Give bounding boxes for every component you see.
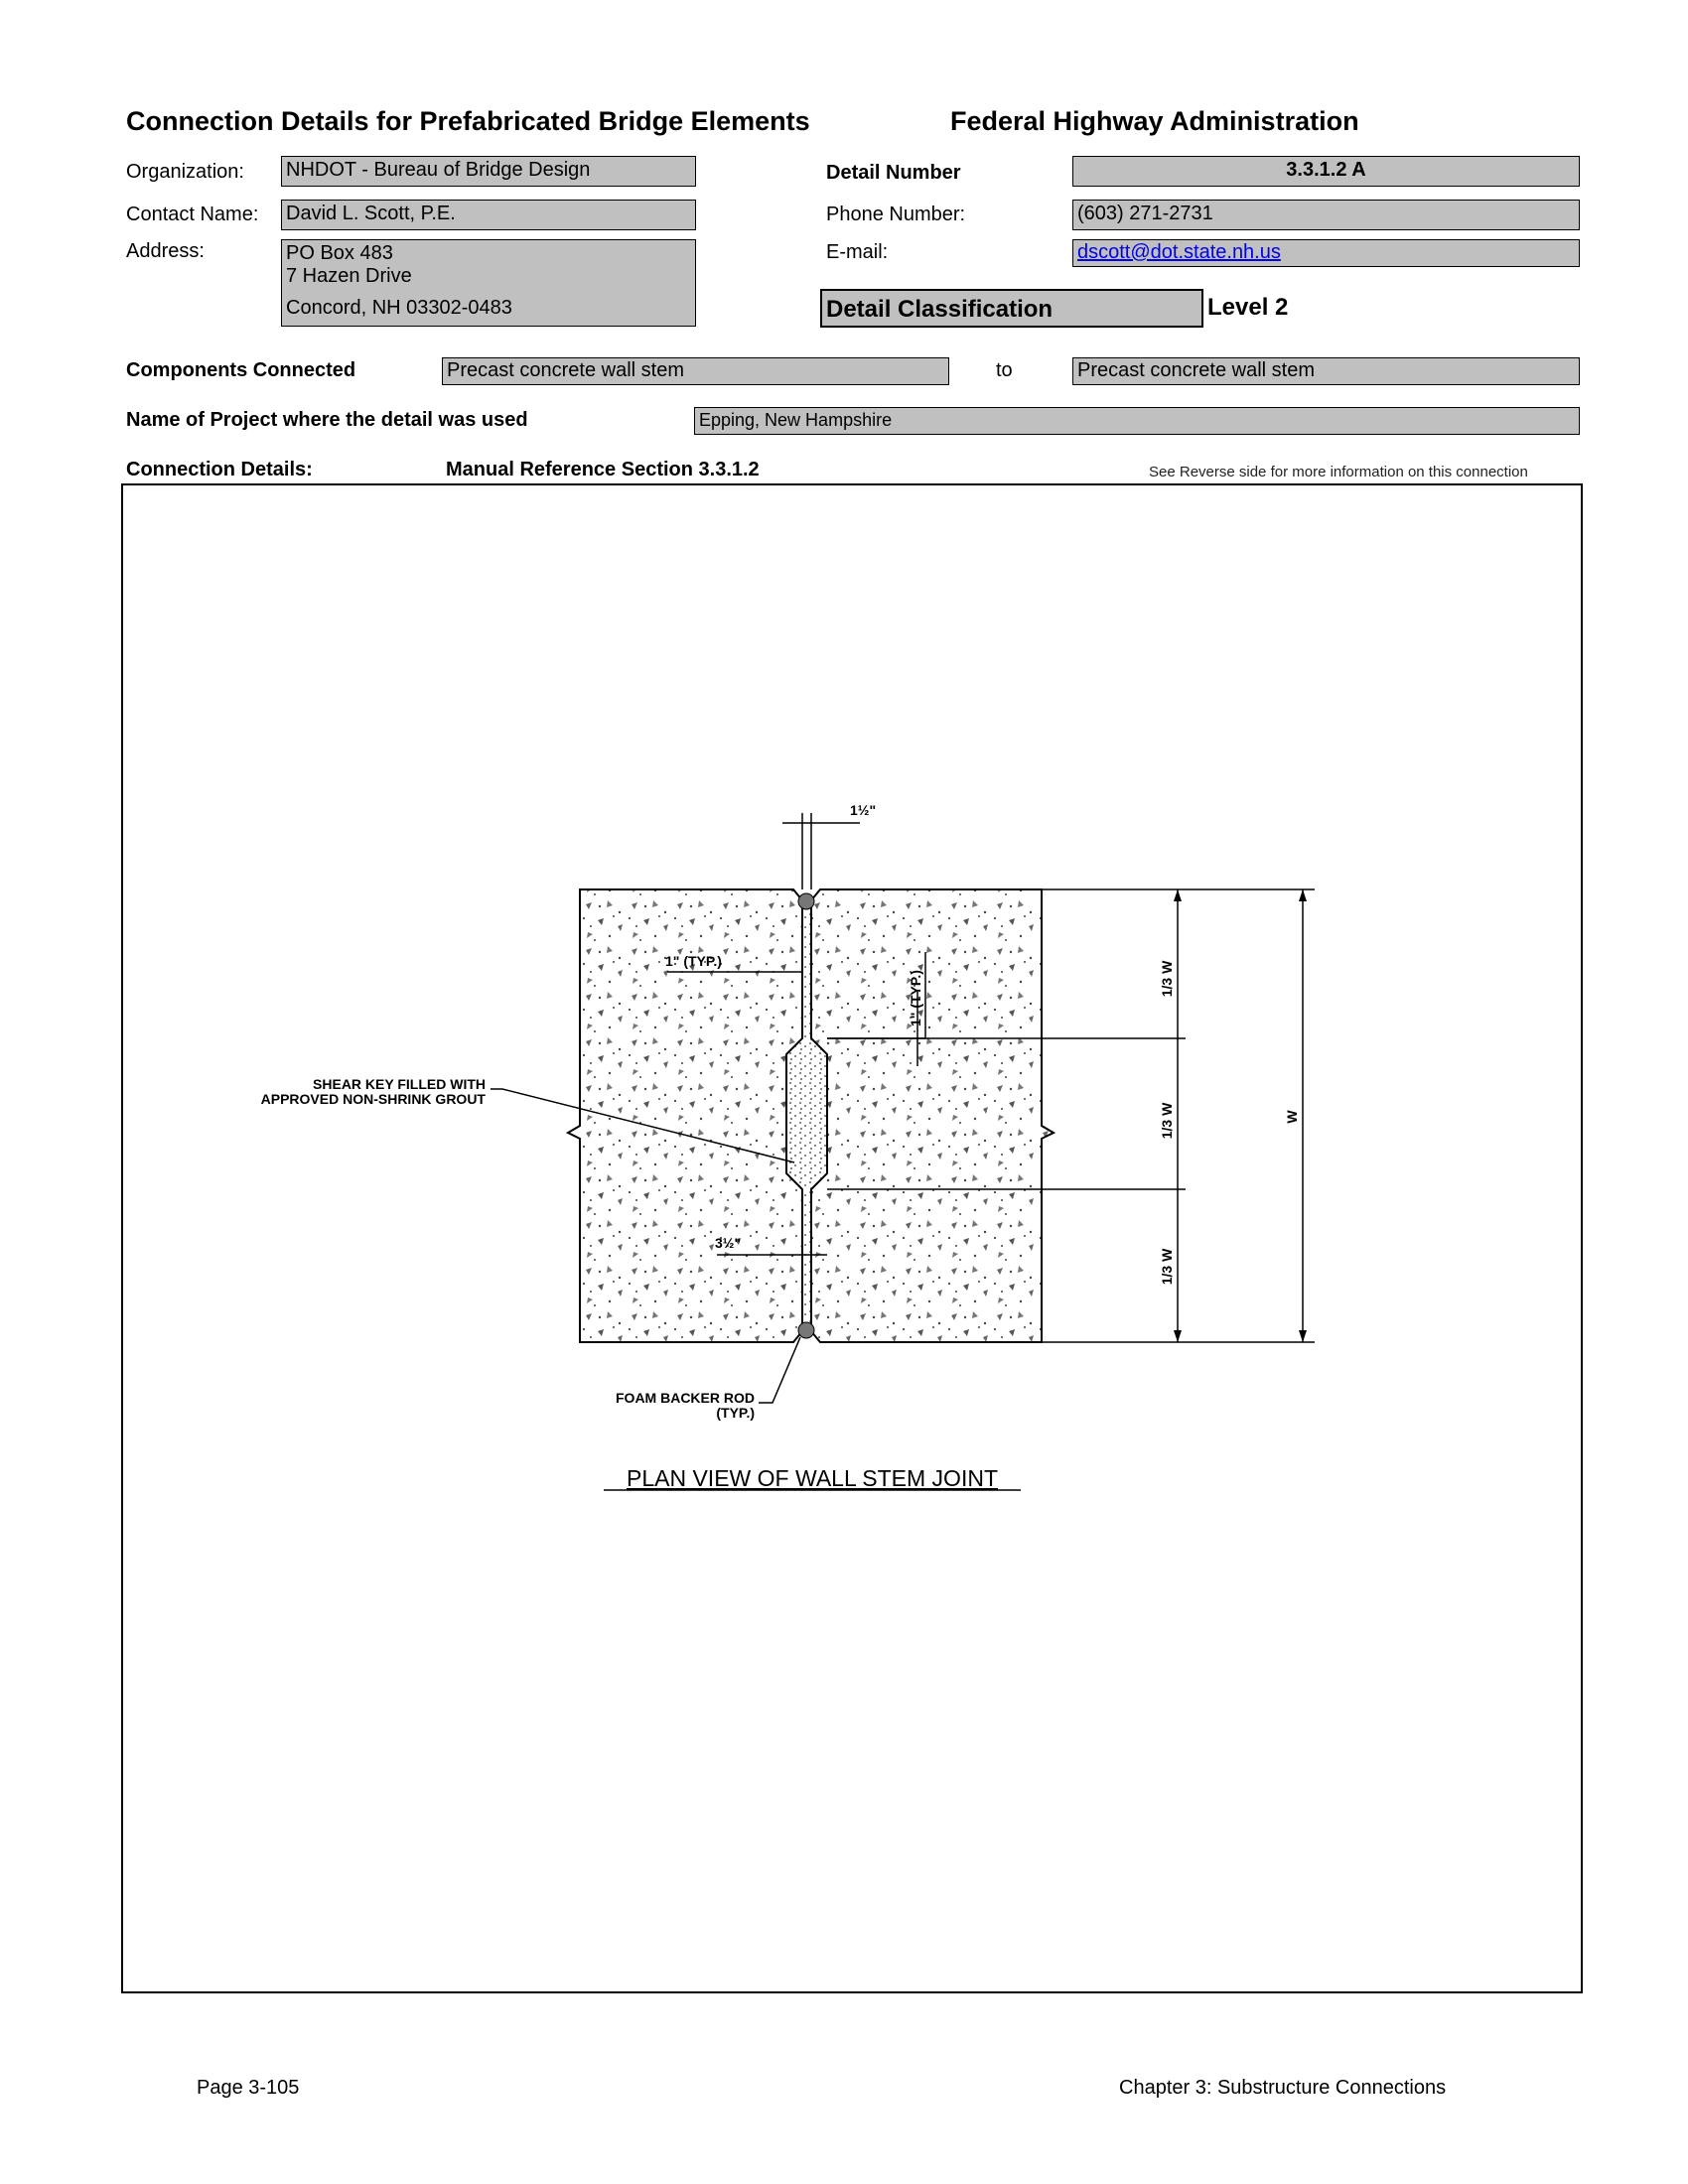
address-line-2: 7 Hazen Drive bbox=[286, 265, 412, 287]
component-b-field[interactable]: Precast concrete wall stem bbox=[1072, 357, 1580, 385]
email-label: E-mail: bbox=[826, 241, 889, 263]
typ-right-label: 1" (TYP.) bbox=[908, 970, 923, 1026]
connection-details-label: Connection Details: bbox=[126, 459, 313, 480]
shear-key-note-line-1: SHEAR KEY FILLED WITH bbox=[313, 1076, 486, 1092]
agency-title: Federal Highway Administration bbox=[950, 106, 1359, 136]
phone-label: Phone Number: bbox=[826, 204, 966, 225]
page-number: Page 3-105 bbox=[197, 2077, 300, 2099]
project-label: Name of Project where the detail was used bbox=[126, 409, 528, 431]
address-field[interactable] bbox=[281, 239, 696, 327]
detail-classification-value[interactable]: Level 2 bbox=[1201, 289, 1580, 328]
dim-bottom-label: 3½" bbox=[715, 1235, 742, 1251]
detail-classification-box bbox=[820, 289, 1580, 328]
email-field[interactable] bbox=[1072, 239, 1580, 267]
component-a-field[interactable]: Precast concrete wall stem bbox=[442, 357, 949, 385]
backer-rod-note-line-2: (TYP.) bbox=[716, 1405, 755, 1421]
detail-classification-label: Detail Classification bbox=[826, 296, 1054, 323]
document-title: Connection Details for Prefabricated Bridge Elements bbox=[126, 106, 810, 136]
to-label: to bbox=[996, 359, 1013, 381]
project-field[interactable]: Epping, New Hampshire bbox=[694, 407, 1580, 435]
contact-name-field[interactable]: David L. Scott, P.E. bbox=[281, 200, 696, 230]
drawing-frame bbox=[121, 483, 1583, 1993]
reverse-side-note: See Reverse side for more information on this connection bbox=[1149, 464, 1528, 480]
foam-backer-rod-bottom bbox=[798, 1322, 814, 1338]
address-line-3: Concord, NH 03302-0483 bbox=[286, 297, 512, 319]
third-w-label-top: 1/3 W bbox=[1159, 960, 1175, 998]
email-link[interactable]: dscott@dot.state.nh.us bbox=[1077, 241, 1281, 263]
address-label: Address: bbox=[126, 240, 205, 262]
contact-name-label: Contact Name: bbox=[126, 204, 259, 225]
overall-w-label: W bbox=[1284, 1110, 1300, 1124]
dim-top-label: 1½" bbox=[850, 802, 877, 818]
third-w-label-middle: 1/3 W bbox=[1159, 1102, 1175, 1140]
wall-stem-joint-drawing bbox=[123, 485, 1581, 1991]
typ-left-label: 1" (TYP.) bbox=[665, 953, 722, 969]
right-wall-panel bbox=[811, 889, 1054, 1342]
third-w-label-bottom: 1/3 W bbox=[1159, 1248, 1175, 1286]
components-label: Components Connected bbox=[126, 359, 356, 381]
phone-field[interactable]: (603) 271-2731 bbox=[1072, 200, 1580, 230]
detail-number-label: Detail Number bbox=[826, 162, 961, 184]
address-line-1: PO Box 483 bbox=[286, 242, 393, 264]
shear-key-note-line-2: APPROVED NON-SHRINK GROUT bbox=[260, 1091, 486, 1107]
manual-reference: Manual Reference Section 3.3.1.2 bbox=[446, 459, 760, 480]
backer-rod-note-line-1: FOAM BACKER ROD bbox=[616, 1390, 755, 1406]
drawing-caption: PLAN VIEW OF WALL STEM JOINT bbox=[626, 1465, 999, 1491]
detail-number-field[interactable]: 3.3.1.2 A bbox=[1072, 156, 1580, 187]
chapter-title: Chapter 3: Substructure Connections bbox=[1119, 2077, 1447, 2099]
organization-label: Organization: bbox=[126, 161, 244, 183]
foam-backer-rod-top bbox=[798, 893, 814, 909]
organization-field[interactable]: NHDOT - Bureau of Bridge Design bbox=[281, 156, 696, 187]
